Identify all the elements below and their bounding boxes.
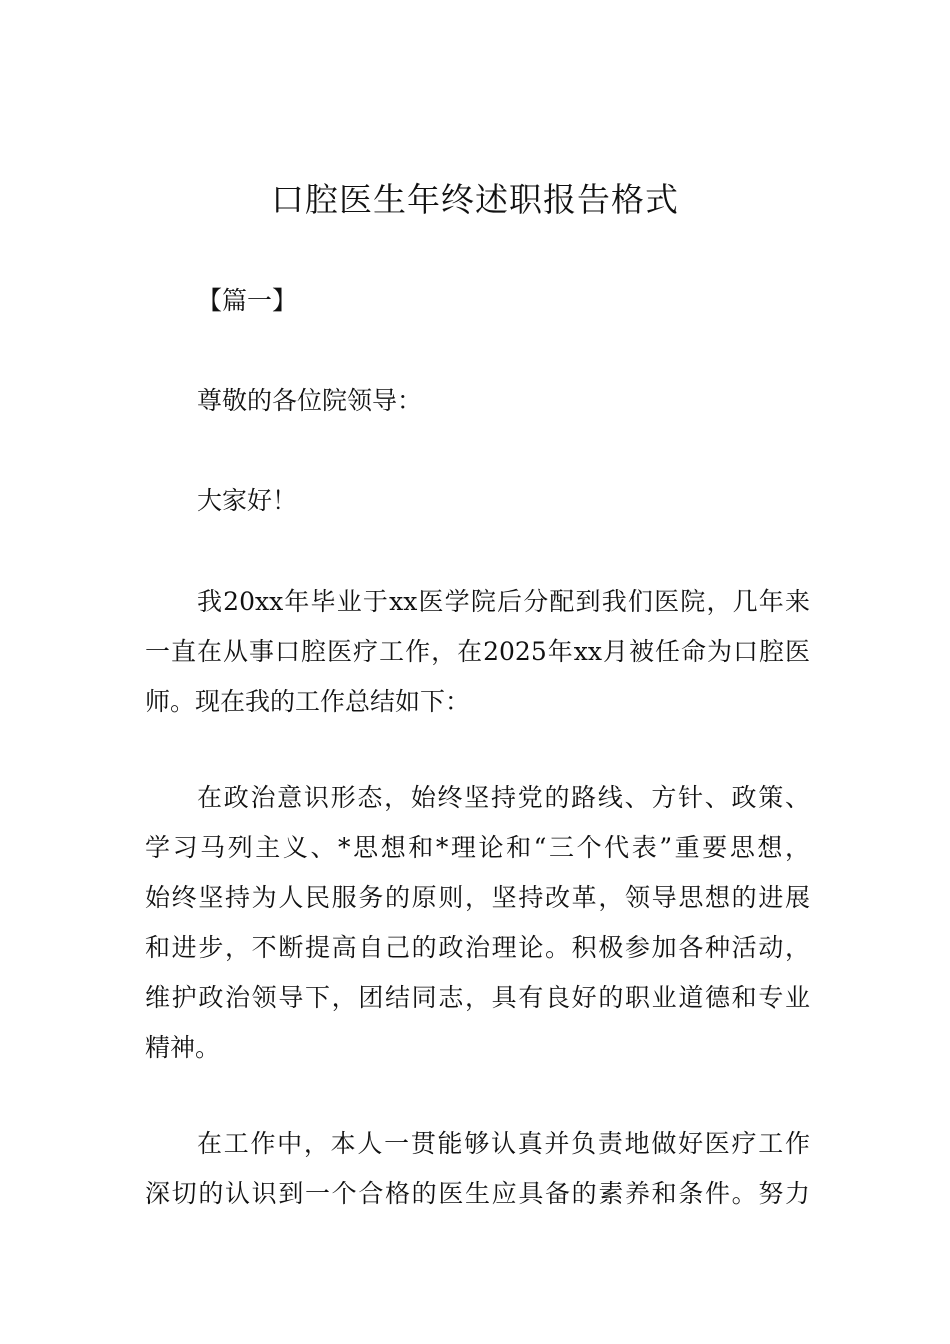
paragraph-2-line-6: 精神。	[145, 1033, 221, 1062]
paragraph-2-line-5: 维护政治领导下，团结同志，具有良好的职业道德和专业	[145, 983, 810, 1012]
paragraph-2-line-3: 始终坚持为人民服务的原则，坚持改革，领导思想的进展	[145, 883, 810, 912]
document-title: 口腔医生年终述职报告格式	[271, 180, 679, 219]
salutation: 尊敬的各位院领导：	[197, 386, 423, 415]
paragraph-2-line-1: 在政治意识形态，始终坚持党的路线、方针、政策、	[197, 783, 810, 812]
paragraph-2-line-4: 和进步，不断提高自己的政治理论。积极参加各种活动，	[145, 933, 810, 962]
paragraph-2-line-2: 学习马列主义、*思想和*理论和“三个代表”重要思想，	[145, 833, 810, 862]
paragraph-3-line-2: 深切的认识到一个合格的医生应具备的素养和条件。努力	[145, 1179, 810, 1208]
paragraph-3-line-1: 在工作中，本人一贯能够认真并负责地做好医疗工作	[197, 1129, 810, 1158]
paragraph-1-line-2: 一直在从事口腔医疗工作，在2025年xx月被任命为口腔医	[145, 637, 810, 666]
greeting: 大家好！	[197, 486, 298, 515]
paragraph-1-line-1: 我20xx年毕业于xx医学院后分配到我们医院，几年来	[197, 587, 810, 616]
section-heading: 【篇一】	[197, 286, 298, 315]
paragraph-1-line-3: 师。现在我的工作总结如下：	[145, 687, 471, 716]
